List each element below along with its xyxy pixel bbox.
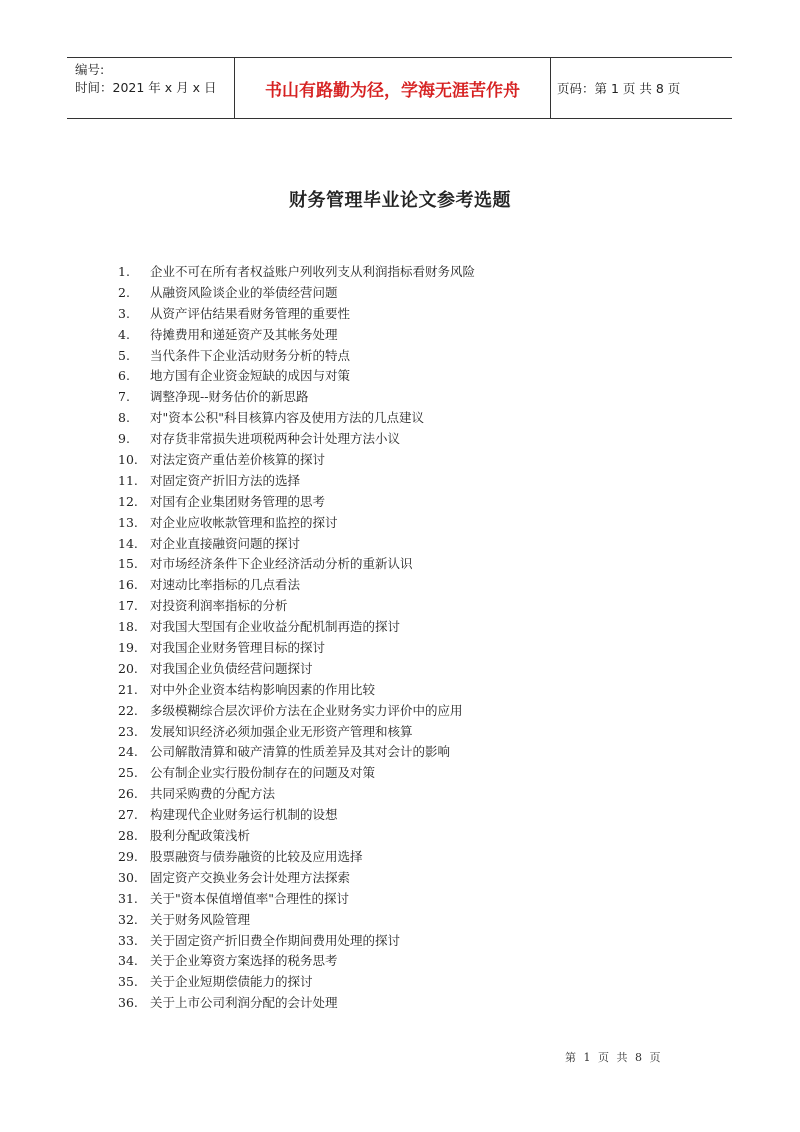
topic-text: 关于上市公司利润分配的会计处理: [150, 995, 338, 1011]
topic-item: [118, 722, 475, 743]
page-footer: 第 1 页 共 8 页: [565, 1051, 661, 1064]
topic-item: [118, 763, 475, 784]
topic-item: [118, 534, 475, 555]
topic-text: 关于"资本保值增值率"合理性的探讨: [150, 890, 349, 906]
topic-item: [118, 471, 475, 492]
topic-item: [118, 387, 475, 408]
page-header: [67, 57, 732, 119]
topic-text: 对"资本公积"科目核算内容及使用方法的几点建议: [150, 410, 424, 426]
topic-text: 从资产评估结果看财务管理的重要性: [150, 305, 351, 321]
topic-number: 6.: [118, 368, 130, 384]
topic-text: 对市场经济条件下企业经济活动分析的重新认识: [150, 556, 413, 572]
topic-number: 24.: [118, 744, 138, 760]
document-title: 财务管理毕业论文参考选题: [289, 190, 511, 211]
topic-number: 33.: [118, 932, 138, 948]
topic-item: [118, 701, 475, 722]
topic-item: [118, 596, 475, 617]
topic-item: [118, 742, 475, 763]
topic-item: [118, 993, 475, 1014]
topic-item: [118, 450, 475, 471]
topic-item: [118, 972, 475, 993]
topic-number: 22.: [118, 702, 138, 718]
topic-number: 3.: [118, 305, 130, 321]
topic-text: 当代条件下企业活动财务分析的特点: [150, 347, 351, 363]
topic-text: 企业不可在所有者权益账户列收列支从利润指标看财务风险: [150, 264, 476, 279]
topic-text: 待摊费用和递延资产及其帐务处理: [150, 326, 338, 342]
topic-item: [118, 617, 475, 638]
topic-item: [118, 889, 475, 910]
topic-number: 2.: [118, 284, 130, 300]
document-time-label: 时间：2021 年 x 月 x 日: [75, 80, 217, 95]
topic-number: 25.: [118, 765, 138, 781]
topic-text: 对我国大型国有企业收益分配机制再造的探讨: [150, 619, 401, 635]
topic-number: 28.: [118, 828, 138, 844]
topic-item: [118, 408, 475, 429]
header-left-cell: [67, 58, 235, 118]
topic-number: 29.: [118, 848, 138, 864]
topic-text: 对投资利润率指标的分析: [150, 598, 288, 614]
topic-text: 从融资风险谈企业的举债经营问题: [150, 284, 338, 300]
topic-item: [118, 931, 475, 952]
topic-number: 19.: [118, 640, 138, 656]
header-page-label: 页码：第 1 页 共 8 页: [557, 81, 681, 96]
document-number-label: 编号:: [75, 62, 105, 77]
topic-number: 32.: [118, 911, 138, 927]
topic-item: [118, 847, 475, 868]
topic-text: 调整净现--财务估价的新思路: [150, 389, 309, 405]
topic-number: 17.: [118, 598, 138, 614]
topic-item: [118, 304, 475, 325]
topic-number: 35.: [118, 974, 138, 990]
topic-number: 36.: [118, 995, 138, 1011]
topic-number: 7.: [118, 389, 130, 405]
topic-text: 地方国有企业资金短缺的成因与对策: [150, 368, 351, 384]
topic-item: [118, 951, 475, 972]
topic-text: 共同采购费的分配方法: [150, 786, 276, 802]
topic-item: [118, 429, 475, 450]
topic-text: 关于企业短期偿债能力的探讨: [150, 974, 313, 990]
topic-number: 15.: [118, 556, 138, 572]
topic-text: 关于财务风险管理: [150, 911, 251, 927]
topic-number: 34.: [118, 953, 138, 969]
header-motto: 书山有路勤为径，学海无涯苦作舟: [235, 58, 551, 118]
topic-text: 对速动比率指标的几点看法: [150, 577, 301, 593]
topic-text: 对中外企业资本结构影响因素的作用比较: [150, 681, 376, 697]
topic-text: 对企业应收帐款管理和监控的探讨: [150, 514, 338, 530]
topic-text: 对国有企业集团财务管理的思考: [150, 493, 326, 509]
topic-item: [118, 680, 475, 701]
topic-list: [118, 262, 475, 1014]
topic-text: 多级模糊综合层次评价方法在企业财务实力评价中的应用: [150, 702, 463, 718]
topic-number: 5.: [118, 347, 130, 363]
topic-number: 11.: [118, 472, 138, 488]
topic-item: [118, 575, 475, 596]
topic-item: [118, 659, 475, 680]
topic-number: 26.: [118, 786, 138, 802]
topic-item: [118, 325, 475, 346]
topic-number: 23.: [118, 723, 138, 739]
topic-text: 对我国企业负债经营问题探讨: [150, 660, 313, 676]
topic-number: 20.: [118, 660, 138, 676]
topic-number: 14.: [118, 535, 138, 551]
topic-number: 30.: [118, 869, 138, 885]
topic-number: 18.: [118, 619, 138, 635]
topic-item: [118, 784, 475, 805]
topic-item: [118, 283, 475, 304]
topic-item: [118, 868, 475, 889]
topic-text: 关于固定资产折旧费全作期间费用处理的探讨: [150, 932, 401, 948]
topic-item: [118, 366, 475, 387]
topic-text: 固定资产交换业务会计处理方法探索: [150, 869, 351, 885]
topic-number: 12.: [118, 493, 138, 509]
topic-item: [118, 262, 475, 283]
topic-number: 16.: [118, 577, 138, 593]
topic-text: 公司解散清算和破产清算的性质差异及其对会计的影响: [150, 744, 451, 760]
topic-item: [118, 826, 475, 847]
topic-text: 对固定资产折旧方法的选择: [150, 472, 301, 488]
topic-item: [118, 805, 475, 826]
topic-text: 股利分配政策浅析: [150, 828, 251, 844]
topic-number: 13.: [118, 514, 138, 530]
topic-item: [118, 346, 475, 367]
topic-number: 10.: [118, 452, 138, 468]
topic-text: 对企业直接融资问题的探讨: [150, 535, 301, 551]
topic-text: 对法定资产重估差价核算的探讨: [150, 452, 326, 468]
topic-item: [118, 910, 475, 931]
topic-text: 构建现代企业财务运行机制的设想: [150, 807, 338, 823]
topic-number: 9.: [118, 431, 130, 447]
topic-item: [118, 638, 475, 659]
topic-item: [118, 492, 475, 513]
topic-text: 发展知识经济必须加强企业无形资产管理和核算: [150, 723, 413, 739]
topic-number: 8.: [118, 410, 130, 426]
topic-text: 公有制企业实行股份制存在的问题及对策: [150, 765, 376, 781]
topic-item: [118, 513, 475, 534]
topic-number: 31.: [118, 890, 138, 906]
topic-text: 股票融资与债券融资的比较及应用选择: [150, 848, 363, 864]
topic-number: 27.: [118, 807, 138, 823]
topic-number: 21.: [118, 681, 138, 697]
topic-text: 关于企业筹资方案选择的税务思考: [150, 953, 338, 969]
topic-text: 对存货非常损失进项税两种会计处理方法小议: [150, 431, 401, 447]
topic-item: [118, 554, 475, 575]
topic-number: 4.: [118, 326, 130, 342]
topic-number: 1.: [118, 264, 130, 279]
topic-text: 对我国企业财务管理目标的探讨: [150, 640, 326, 656]
